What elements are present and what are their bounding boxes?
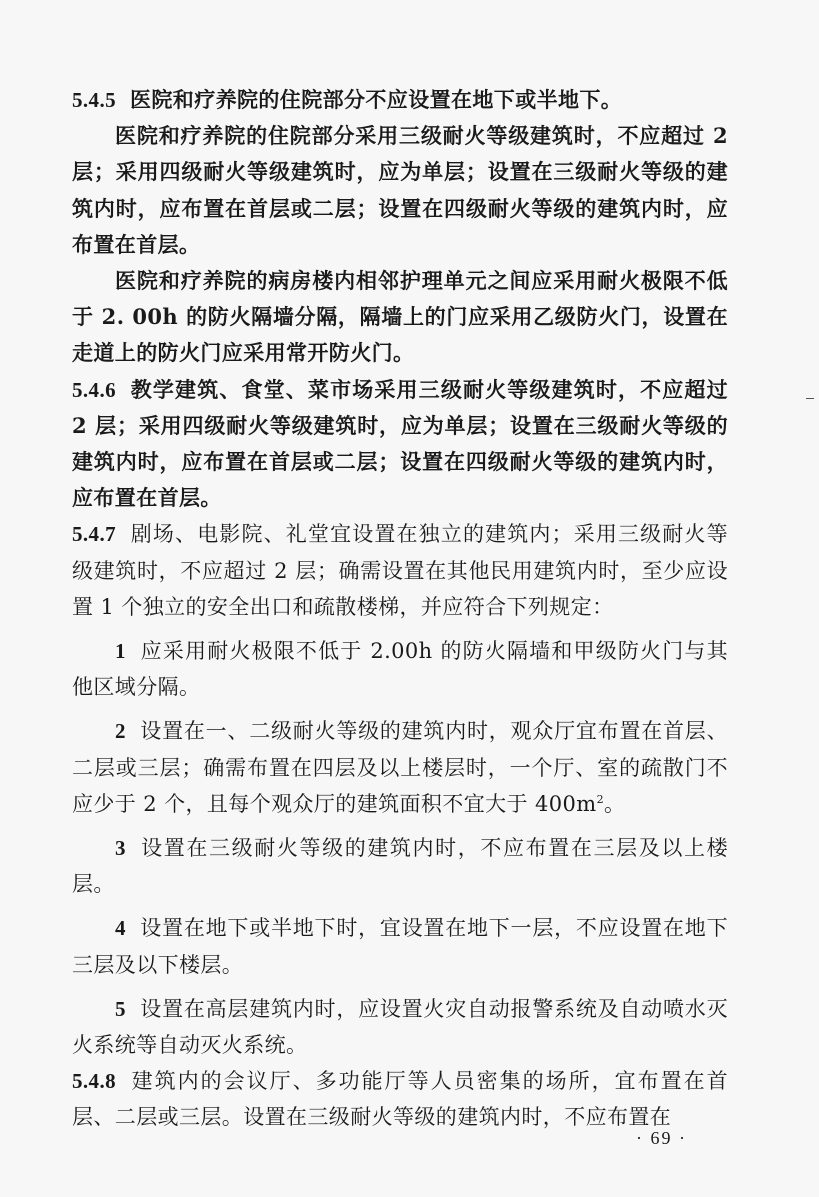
item-text: 设置在高层建筑内时，应设置火灾自动报警系统及自动喷水灭火系统等自动灭火系统。 (72, 996, 728, 1058)
list-item (72, 713, 728, 822)
item-number: 3 (115, 836, 126, 861)
item-number: 5 (115, 996, 126, 1021)
edge-mark (806, 398, 814, 399)
document-body (72, 82, 728, 1136)
clause-5-4-8 (72, 1063, 728, 1135)
page-number: · 69 · (636, 1128, 687, 1148)
list-item (72, 633, 728, 705)
clause-heading: 建筑内的会议厅、多功能厅等人员密集的场所，宜布置在首层、二层或三层。设置在三级耐火等级的建筑内时，不应布置在 (72, 1069, 728, 1130)
superscript: 2 (596, 792, 604, 806)
clause-number: 5.4.7 (72, 522, 116, 547)
item-tail: 。 (604, 791, 626, 816)
item-text: 设置在地下或半地下时，宜设置在地下一层，不应设置在地下三层及以下楼层。 (72, 916, 728, 977)
item-number: 4 (115, 916, 126, 941)
list-item (72, 830, 728, 902)
clause-heading: 教学建筑、食堂、菜市场采用三级耐火等级建筑时，不应超过 2 层；采用四级耐火等级建筑时，应为单层；设置在三级耐火等级的建筑内时，应布置在首层或二层；设置在四级耐火等级的建筑内时，应布置在首层。 (72, 376, 728, 511)
clause-5-4-5 (72, 82, 728, 118)
clause-5-4-6 (72, 372, 728, 517)
list-item (72, 910, 728, 982)
clause-5-4-5-para-2: 医院和疗养院的病房楼内相邻护理单元之间应采用耐火极限不低于 2. 00h 的防火隔墙分隔，隔墙上的门应采用乙级防火门，设置在走道上的防火门应采用常开防火门。 (72, 268, 728, 366)
clause-heading: 医院和疗养院的住院部分不应设置在地下或半地下。 (130, 87, 623, 112)
item-number: 1 (115, 639, 126, 664)
clause-number: 5.4.8 (72, 1069, 116, 1094)
clause-5-4-7 (72, 516, 728, 625)
item-number: 2 (115, 719, 126, 744)
list-item (72, 991, 728, 1063)
clause-5-4-5-para-1: 医院和疗养院的住院部分采用三级耐火等级建筑时，不应超过 2 层；采用四级耐火等级建筑时，应为单层；设置在三级耐火等级的建筑内时，应布置在首层或二层；设置在四级耐火等级的建筑内时，应布置在首层。 (72, 123, 728, 257)
item-text: 设置在一、二级耐火等级的建筑内时，观众厅宜布置在首层、二层或三层；确需布置在四层及以上楼层时，一个厅、室的疏散门不应少于 2 个，且每个观众厅的建筑面积不宜大于 400m (72, 719, 728, 816)
clause-number: 5.4.6 (72, 377, 116, 402)
clause-heading: 剧场、电影院、礼堂宜设置在独立的建筑内；采用三级耐火等级建筑时，不应超过 2 层；确需设置在其他民用建筑内时，至少应设置 1 个独立的安全出口和疏散楼梯，并应符合下列规定： (72, 522, 728, 619)
clause-number: 5.4.5 (72, 88, 116, 112)
item-text: 应采用耐火极限不低于 2.00h 的防火隔墙和甲级防火门与其他区域分隔。 (72, 639, 728, 700)
item-text: 设置在三级耐火等级的建筑内时，不应布置在三层及以上楼层。 (72, 836, 728, 897)
